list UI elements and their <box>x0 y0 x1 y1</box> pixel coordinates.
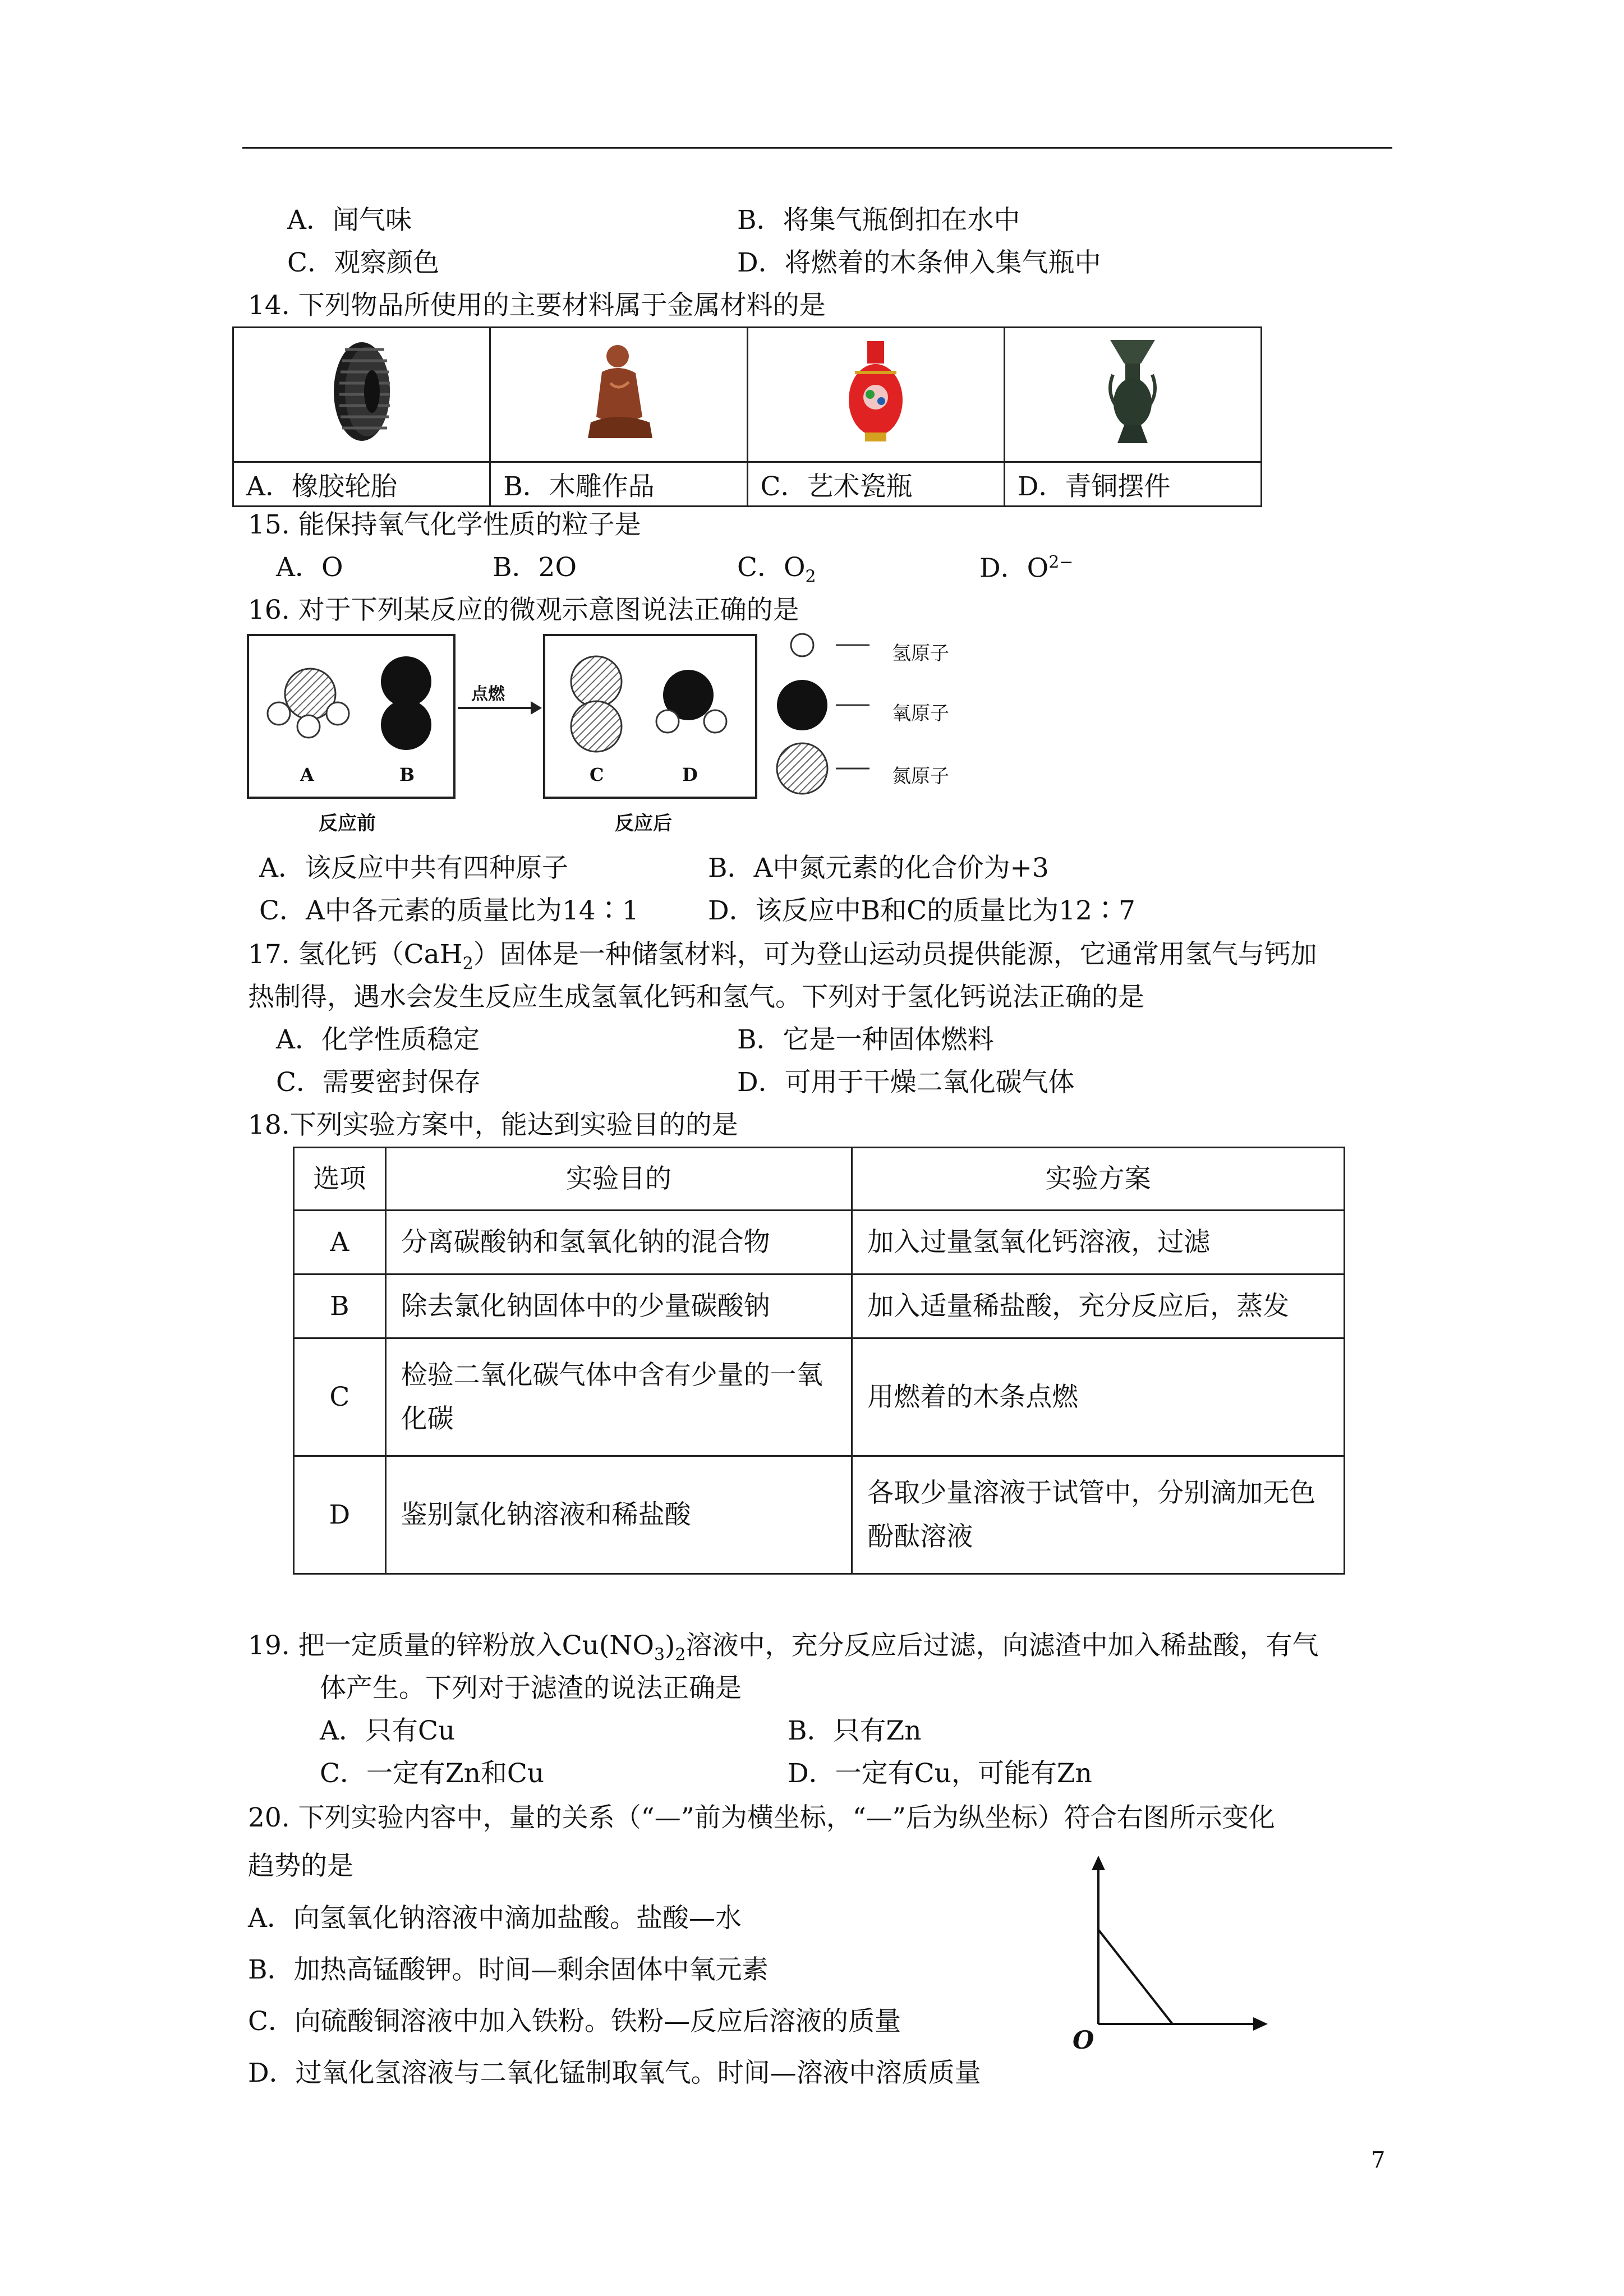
q19-line-1-sub2: 2 <box>675 1645 686 1665</box>
q20-line-1: 20. 下列实验内容中，量的关系（“—”前为横坐标，“—”后为纵坐标）符合右图所示变化 <box>248 1802 1275 1833</box>
q17-option-c: C．需要密封保存 <box>276 1067 481 1098</box>
caption-after: 反应后 <box>615 812 672 835</box>
graph-y-arrow <box>1092 1856 1105 1870</box>
box-label-d: D <box>682 764 698 785</box>
graph-origin-label: O <box>1073 2026 1094 2055</box>
q16-option-d: D．该反应中B和C的质量比为12∶7 <box>708 895 1135 926</box>
q17-option-b: B．它是一种固体燃料 <box>737 1024 994 1055</box>
q18-stem: 18.下列实验方案中，能达到实验目的的是 <box>248 1110 738 1140</box>
q19-line-1 <box>248 1632 1318 1663</box>
q17-line-1a: 17. 氢化钙（CaH <box>248 939 463 970</box>
q20-line-2: 趋势的是 <box>248 1851 353 1881</box>
q17-line-2: 热制得，遇水会发生反应生成氢氧化钙和氢气。下列对于氢化钙说法正确的是 <box>248 982 1144 1013</box>
legend-nitrogen-symbol <box>777 743 827 794</box>
graph-trend-line <box>1098 1930 1172 2024</box>
caption-before: 反应前 <box>319 812 376 835</box>
q14-label-a: A．橡胶轮胎 <box>233 462 490 507</box>
legend-oxygen-symbol <box>777 680 827 730</box>
q13-option-d: D．将燃着的木条伸入集气瓶中 <box>737 247 1101 278</box>
q14-image-c <box>747 328 1004 462</box>
q18-row-c-option: C <box>294 1338 386 1456</box>
q15-option-d <box>979 554 1073 582</box>
arrow-head <box>531 701 542 715</box>
nitrogen-atom <box>571 701 622 752</box>
q17-option-d: D．可用于干燥二氧化碳气体 <box>737 1067 1075 1098</box>
hydrogen-atom <box>326 702 349 725</box>
q19-line-1-sub: 3 <box>654 1645 665 1665</box>
hydrogen-atom <box>704 710 726 733</box>
q18-row-c-purpose: 检验二氧化碳气体中含有少量的一氧化碳 <box>385 1338 852 1456</box>
tire-icon <box>328 338 395 445</box>
wood-carving-icon <box>579 338 658 445</box>
q15-option-d-sup: 2− <box>1048 553 1074 572</box>
q15-option-c-sub: 2 <box>805 567 816 587</box>
q20-option-c: C．向硫酸铜溶液中加入铁粉。铁粉—反应后溶液的质量 <box>248 2006 901 2037</box>
q18-row-d-purpose: 鉴别氯化钠溶液和稀盐酸 <box>385 1456 852 1574</box>
q18-row-b-option: B <box>294 1274 386 1338</box>
q15-option-c <box>737 554 816 585</box>
box-label-a: A <box>300 764 314 785</box>
q13-option-c: C．观察颜色 <box>287 247 439 278</box>
q18-row-d-plan: 各取少量溶液于试管中，分别滴加无色酚酞溶液 <box>852 1456 1345 1574</box>
hydrogen-atom <box>656 710 679 733</box>
q18-table <box>293 1147 1345 1575</box>
oxygen-atom <box>381 656 431 707</box>
graph-x-arrow <box>1253 2017 1268 2031</box>
page-number: 7 <box>1371 2147 1386 2173</box>
q14-image-d <box>1004 328 1261 462</box>
q19-line-1c: 溶液中，充分反应后过滤，向滤渣中加入稀盐酸，有气 <box>686 1630 1319 1661</box>
table-row <box>294 1211 1345 1274</box>
q13-option-a: A．闻气味 <box>287 205 412 236</box>
q18-header-option: 选项 <box>294 1148 386 1211</box>
q18-row-a-purpose: 分离碳酸钠和氢氧化钠的混合物 <box>385 1211 852 1274</box>
porcelain-vase-icon <box>845 338 907 445</box>
legend-hydrogen-symbol <box>791 634 813 656</box>
bronze-vase-icon <box>1102 335 1163 448</box>
oxygen-atom <box>381 700 431 750</box>
q18-header-purpose: 实验目的 <box>385 1148 852 1211</box>
table-row <box>294 1274 1345 1338</box>
q18-row-a-option: A <box>294 1211 386 1274</box>
q15-option-b: B．2O <box>493 552 577 583</box>
table-row <box>294 1338 1345 1456</box>
box-label-b: B <box>399 764 415 785</box>
q18-row-c-plan: 用燃着的木条点燃 <box>852 1338 1345 1456</box>
q14-image-b <box>490 328 747 462</box>
q19-option-b: B．只有Zn <box>788 1715 922 1746</box>
q20-trend-graph <box>1066 1851 1279 2042</box>
q14-stem: 14. 下列物品所使用的主要材料属于金属材料的是 <box>248 290 826 321</box>
q17-option-a: A．化学性质稳定 <box>276 1024 480 1055</box>
q15-stem: 15. 能保持氧气化学性质的粒子是 <box>248 509 641 540</box>
legend-hydrogen: 氢原子 <box>892 642 949 665</box>
q19-line-1b: ) <box>665 1630 675 1661</box>
q19-option-c: C．一定有Zn和Cu <box>320 1758 545 1789</box>
nitrogen-atom <box>571 656 622 707</box>
box-label-c: C <box>590 764 604 785</box>
q18-header-plan: 实验方案 <box>852 1148 1345 1211</box>
header-rule <box>242 147 1392 149</box>
q18-row-b-purpose: 除去氯化钠固体中的少量碳酸钠 <box>385 1274 852 1338</box>
q14-label-c: C．艺术瓷瓶 <box>747 462 1004 507</box>
q14-label-d: D．青铜摆件 <box>1004 462 1261 507</box>
q18-row-b-plan: 加入适量稀盐酸，充分反应后，蒸发 <box>852 1274 1345 1338</box>
q14-label-b: B．木雕作品 <box>490 462 747 507</box>
q18-row-d-option: D <box>294 1456 386 1574</box>
q19-option-d: D．一定有Cu，可能有Zn <box>788 1758 1092 1789</box>
table-row <box>294 1456 1345 1574</box>
q20-option-d: D．过氧化氢溶液与二氧化锰制取氧气。时间—溶液中溶质质量 <box>248 2058 981 2088</box>
arrow-label: 点燃 <box>471 684 505 704</box>
q20-option-a: A．向氢氧化钠溶液中滴加盐酸。盐酸—水 <box>248 1903 742 1934</box>
q17-line-1b: ）固体是一种储氢材料，可为登山运动员提供能源，它通常用氢气与钙加 <box>473 939 1317 970</box>
q17-line-1 <box>248 941 1317 972</box>
q18-row-a-plan: 加入过量氢氧化钙溶液，过滤 <box>852 1211 1345 1274</box>
q19-option-a: A．只有Cu <box>320 1715 456 1746</box>
q13-option-b: B．将集气瓶倒扣在水中 <box>737 205 1020 236</box>
q17-line-1-sub: 2 <box>462 954 473 974</box>
hydrogen-atom <box>268 702 290 725</box>
q16-option-a: A．该反应中共有四种原子 <box>259 853 568 884</box>
q19-line-2: 体产生。下列对于滤渣的说法正确是 <box>320 1673 742 1704</box>
q16-stem: 16. 对于下列某反应的微观示意图说法正确的是 <box>248 595 799 625</box>
q16-reaction-diagram <box>241 628 982 836</box>
q19-line-1a: 19. 把一定质量的锌粉放入Cu(NO <box>248 1630 654 1661</box>
q14-image-a <box>233 328 490 462</box>
q15-option-d-text: D．O <box>979 553 1049 584</box>
q16-option-c: C．A中各元素的质量比为14∶1 <box>259 895 639 926</box>
hydrogen-atom <box>297 715 320 738</box>
q15-option-c-text: C．O <box>737 552 806 583</box>
legend-nitrogen: 氮原子 <box>892 765 949 788</box>
q15-option-a: A．O <box>276 552 343 583</box>
legend-oxygen: 氧原子 <box>892 702 949 725</box>
q20-option-b: B．加热高锰酸钾。时间—剩余固体中氧元素 <box>248 1954 769 1985</box>
q14-table <box>232 326 1262 507</box>
q16-option-b: B．A中氮元素的化合价为+3 <box>708 853 1049 884</box>
